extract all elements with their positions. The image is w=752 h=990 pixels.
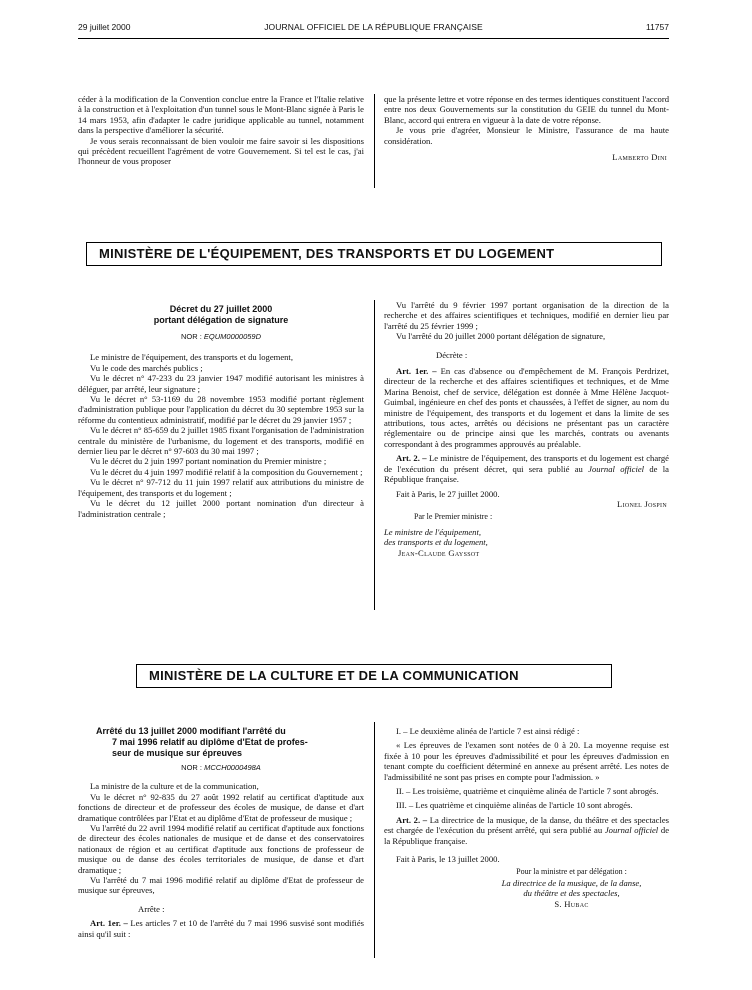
signature-minister: Jean-Claude Gayssot [398,547,480,558]
running-header [78,22,669,36]
visa: Vu le décret n° 85-659 du 2 juillet 1985 fixant l'organisation de l'administration centrale du ministère de l'urbanisme, du logement et des transports, modifié en dernier lieu par le décret n° 97-603 du 30 mai 1997 ; [78,425,364,457]
fait-a-paris: Fait à Paris, le 27 juillet 2000. [396,488,500,499]
paragraph: Je vous serais reconnaissant de bien vouloir me faire savoir si les dispositions qui précèdent recueillent l'agrément de votre Gouvernement. Si tel est le cas, j'ai l'honneur de vous proposer [78,135,364,167]
page-number: 11757 [645,22,669,32]
visa: Vu l'arrêté du 20 juillet 2000 portant délégation de signature, [396,331,606,342]
decree-left-column [78,304,364,519]
header-date: 29 juillet 2000 [78,22,131,32]
visa: Vu le décret du 4 juin 1997 modifié relatif à la composition du Gouvernement ; [90,466,363,477]
arrete-label: Arrête : [138,903,165,914]
signature-pm: Lionel Jospin [617,498,667,509]
fait-a-paris: Fait à Paris, le 13 juillet 2000. [396,854,500,865]
paragraph: Je vous prie d'agréer, Monsieur le Ministre, l'assurance de ma haute considération. [384,125,669,146]
visa: La ministre de la culture et de la communication, [90,781,259,792]
pour-la-ministre: Pour la ministre et par délégation : [516,867,627,877]
decrete-label: Décrète : [436,349,468,360]
arrete-title: Arrêté du 13 juillet 2000 modifiant l'arrêté du 7 mai 1996 relatif au diplôme d'Etat de profes- seur de musique sur épreuves [96,726,308,758]
arrete-right-column [384,726,669,909]
modification-3: III. – Les quatrième et cinquième alinéas de l'article 10 sont abrogés. [396,800,633,811]
article-1: Art. 1er. – En cas d'absence ou d'empêchement de M. François Perdrizet, directeur de la recherche et des affaires scientifiques et techniques, et de Mme Marina Benoist, chef de service, délégation est donnée à Mme Hélène Jacquot-Guimbal, ingénieure en chef des ponts et chaussées, à l'effet de signer, au nom du ministre de l'équipement, des transports et du logement et dans la limite de ses attributions, tous actes, arrêtés ou décisions ne présentant pas un caractère réglementaire ou de principe ainsi que les marchés, contrats ou avenants correspondant à des programmes approuvés au préalable. [384,366,669,449]
visa: Vu le décret du 2 juin 1997 portant nomination du Premier ministre ; [90,456,327,467]
article-2: Art. 2. – Le ministre de l'équipement, des transports et du logement est chargé de l'exécution du présent décret, qui sera publié au Journal officiel de la République française. [384,453,669,485]
column-divider [374,94,375,188]
ministry-heading-culture: MINISTÈRE DE LA CULTURE ET DE LA COMMUNICATION [136,664,612,688]
nor-reference: NOR : EQUM0000059D [180,332,262,341]
par-le-premier-ministre: Par le Premier ministre : [414,512,493,522]
minister-title-2: des transports et du logement, [384,537,488,548]
visa: Vu le code des marchés publics ; [90,362,203,373]
article-2: Art. 2. – La directrice de la musique, de la danse, du théâtre et des spectacles est chargée de l'exécution du présent arrêté, qui sera publié au Journal officiel de la République française. [384,814,670,846]
signature-directrice: S. Hubac [554,898,589,909]
arrete-left-column [78,726,364,939]
visa: Vu l'arrêté du 7 mai 1996 modifié relatif au diplôme d'Etat de professeur de musique sur épreuves, [78,875,364,896]
visa: Vu le décret du 12 juillet 2000 portant nomination d'un directeur à l'administration centrale ; [78,498,364,519]
visa: Le ministre de l'équipement, des transports et du logement, [90,352,293,363]
column-divider [374,300,375,610]
paragraph: que la présente lettre et votre réponse en des termes identiques constituent l'accord entre nos deux Gouvernements sur la constitution du GEIE du tunnel du Mont-Blanc, accord qui entrera en vigueur à la date de votre réponse. [384,94,669,125]
minister-title-1: Le ministre de l'équipement, [384,526,481,537]
visa: Vu l'arrêté du 9 février 1997 portant organisation de la direction de la recherche et des affaires scientifiques et techniques, modifié en dernier lieu par l'arrêté du 25 février 1999 ; [384,300,669,331]
journal-title: JOURNAL OFFICIEL DE LA RÉPUBLIQUE FRANÇAISE [264,22,483,32]
visa: Vu l'arrêté du 22 avril 1994 modifié relatif au certificat d'aptitude aux fonctions de directeur des écoles nationales de musique et de danse et des conservatoires nationaux de région et au certificat d'aptitude aux fonctions de professeur de musique ou de danse des écoles territoriales de musique, de danse et d'art dramatique ; [78,823,364,875]
directrice-title-2: du théâtre et des spectacles, [523,888,620,899]
visa: Vu le décret n° 47-233 du 23 janvier 1947 modifié autorisant les ministres à déléguer, par arrêté, leur signature ; [78,373,364,394]
directrice-title-1: La directrice de la musique, de la danse, [501,877,642,888]
modification-1: I. – Le deuxième alinéa de l'article 7 est ainsi rédigé : [396,726,580,736]
signature: Lamberto Dini [612,152,667,163]
nor-reference: NOR : MCCH0000498A [181,763,261,772]
column-divider [374,722,375,958]
modification-2: II. – Les troisième, quatrième et cinquième alinéa de l'article 7 sont abrogés. [396,786,659,797]
visa: Vu le décret n° 53-1169 du 28 novembre 1953 modifié portant règlement d'administration publique pour l'application du décret du 30 septembre 1953 sur la réforme du contentieux administratif, modifié par le décret du 29 janvier 1957 ; [78,394,364,425]
visa: Vu le décret n° 97-712 du 11 juin 1997 relatif aux attributions du ministre de l'équipement, des transports et du logement ; [78,477,364,498]
visa: Vu le décret n° 92-835 du 27 août 1992 relatif au certificat d'aptitude aux fonctions de directeur et de professeur des écoles de musique, de danse et d'art dramatique contrôlées par l'Etat et au diplôme d'Etat de professeur de musique ; [78,791,364,823]
article-1: Art. 1er. – Les articles 7 et 10 de l'arrêté du 7 mai 1996 susvisé sont modifiés ainsi qu'il suit : [78,918,364,939]
decree-title: Décret du 27 juillet 2000 portant délégation de signature [153,304,289,325]
ministry-heading-equipement: MINISTÈRE DE L'ÉQUIPEMENT, DES TRANSPORTS ET DU LOGEMENT [86,242,662,266]
top-right-column [384,94,669,162]
top-left-column [78,94,364,167]
decree-right-column [384,300,669,558]
header-rule [78,38,669,39]
modification-quote: « Les épreuves de l'examen sont notées de 0 à 20. La moyenne requise est fixée à 10 pour les épreuves d'admissibilité et pour les épreuves d'admission en tenant compte du coefficient déterminé en annexe au présent arrêté. Les notes de l'admissibilité ne sont pas prises en compte pour l'admission. » [384,740,669,782]
paragraph: céder à la modification de la Convention conclue entre la France et l'Italie relative à la construction et à l'exploitation d'un tunnel sous le Mont-Blanc signée à Paris le 14 mars 1953, afin d'adapter le cadre juridique applicable au tunnel, notamment dans la perspective d'améliorer la sécurité. [78,94,364,136]
